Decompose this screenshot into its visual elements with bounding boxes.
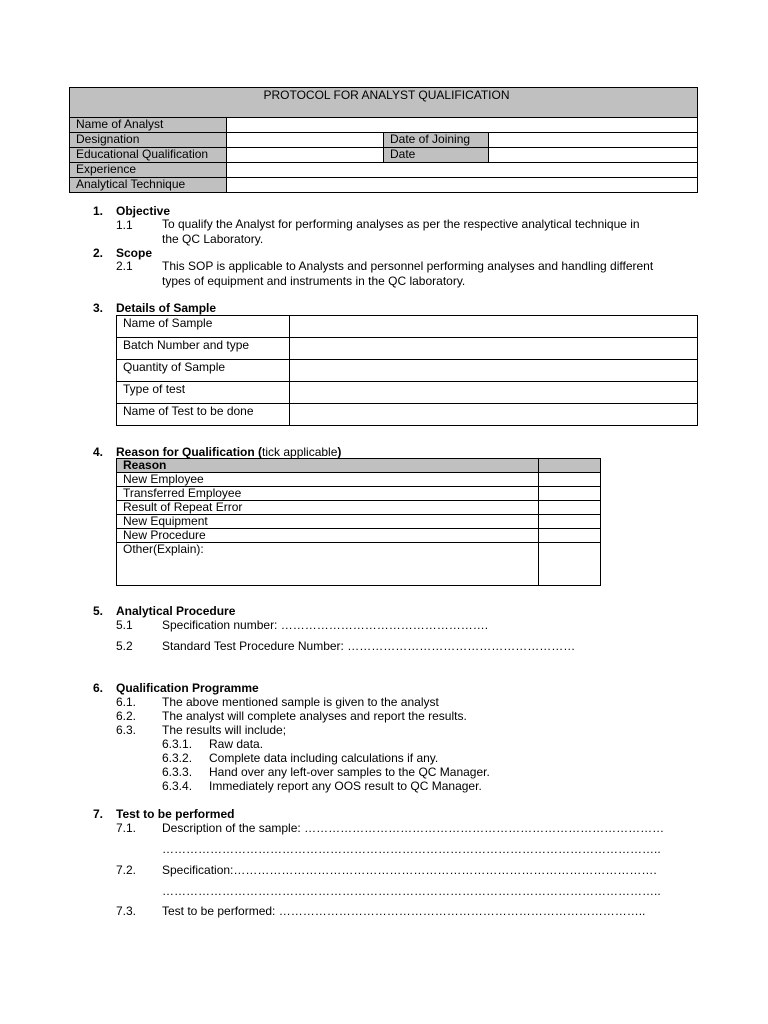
item-2-1-number: 2.1	[116, 259, 133, 273]
section-4-number: 4.	[93, 445, 104, 459]
section-4-title-end: )	[337, 445, 342, 459]
document-title: PROTOCOL FOR ANALYST QUALIFICATION	[70, 88, 698, 118]
educational-qualification-label: Educational Qualification	[70, 148, 227, 163]
item-7-3-number: 7.3.	[116, 904, 137, 918]
table-row	[117, 382, 698, 404]
table-row	[117, 543, 601, 586]
item-6-2-number: 6.2.	[116, 709, 137, 723]
item-6-3-1-text: Raw data.	[209, 737, 264, 751]
item-6-3-4-text: Immediately report any OOS result to QC Manager.	[209, 779, 482, 793]
item-6-3-4-number: 6.3.4.	[162, 779, 193, 793]
date-field[interactable]	[489, 148, 698, 163]
name-of-analyst-label: Name of Analyst	[70, 118, 227, 133]
item-2-1-text-line2: types of equipment and instruments in the QC laboratory.	[162, 274, 466, 288]
reason-label: Result of Repeat Error	[117, 501, 539, 515]
tick-cell[interactable]	[539, 529, 601, 543]
table-row	[117, 487, 601, 501]
section-5-title: Analytical Procedure	[116, 604, 236, 618]
date-label: Date	[384, 148, 489, 163]
section-1-number: 1.	[93, 204, 104, 218]
sample-row-label: Name of Test to be done	[117, 404, 290, 426]
experience-field[interactable]	[227, 163, 698, 178]
section-7-number: 7.	[93, 807, 104, 821]
sample-details-table	[116, 315, 698, 426]
item-7-1-text: Description of the sample: ………………………………………………………………………………	[162, 821, 665, 835]
tick-cell[interactable]	[539, 515, 601, 529]
educational-qualification-field[interactable]	[227, 148, 384, 163]
sample-row-field[interactable]	[290, 338, 698, 360]
item-7-1-continuation: ……………………………………………………………………………………………………………..	[162, 842, 661, 856]
item-7-2-continuation: ……………………………………………………………………………………………………………..	[162, 884, 661, 898]
reason-label: New Employee	[117, 473, 539, 487]
sample-row-field[interactable]	[290, 382, 698, 404]
section-4-title-note: tick applicable	[262, 445, 338, 459]
item-6-3-3-text: Hand over any left-over samples to the QC Manager.	[209, 765, 490, 779]
item-5-2-text: Standard Test Procedure Number: …………………………………………………	[162, 639, 576, 653]
item-6-3-number: 6.3.	[116, 723, 137, 737]
sample-row-label: Batch Number and type	[117, 338, 290, 360]
item-5-1-number: 5.1	[116, 618, 133, 632]
section-5-number: 5.	[93, 604, 104, 618]
date-of-joining-label: Date of Joining	[384, 133, 489, 148]
reason-label: Other(Explain):	[117, 543, 539, 586]
tick-cell[interactable]	[539, 543, 601, 586]
table-row	[117, 404, 698, 426]
reason-label: Transferred Employee	[117, 487, 539, 501]
table-row	[117, 529, 601, 543]
reason-label: New Procedure	[117, 529, 539, 543]
section-3-title: Details of Sample	[116, 301, 217, 315]
table-row	[117, 515, 601, 529]
item-6-2-text: The analyst will complete analyses and report the results.	[162, 709, 467, 723]
section-2-title: Scope	[116, 246, 153, 260]
designation-label: Designation	[70, 133, 227, 148]
section-4-title	[116, 445, 341, 459]
item-1-1-number: 1.1	[116, 218, 133, 232]
item-7-1-number: 7.1.	[116, 821, 137, 835]
table-row	[117, 473, 601, 487]
table-row	[117, 501, 601, 515]
item-6-1-text: The above mentioned sample is given to the analyst	[162, 695, 439, 709]
tick-cell[interactable]	[539, 473, 601, 487]
item-5-2-number: 5.2	[116, 639, 133, 653]
section-7-title: Test to be performed	[116, 807, 235, 821]
section-6-number: 6.	[93, 681, 104, 695]
sample-row-field[interactable]	[290, 404, 698, 426]
sample-row-label: Quantity of Sample	[117, 360, 290, 382]
table-row	[117, 338, 698, 360]
section-2-number: 2.	[93, 246, 104, 260]
table-row	[117, 316, 698, 338]
analytical-technique-label: Analytical Technique	[70, 178, 227, 193]
item-6-3-3-number: 6.3.3.	[162, 765, 193, 779]
sample-row-field[interactable]	[290, 360, 698, 382]
tick-cell[interactable]	[539, 487, 601, 501]
item-2-1-text-line1: This SOP is applicable to Analysts and personnel performing analyses and handling different	[162, 259, 654, 273]
table-header-row	[117, 459, 601, 473]
section-3-number: 3.	[93, 301, 104, 315]
section-1-title: Objective	[116, 204, 171, 218]
item-7-2-text: Specification:…………………………………………………………………………………………….	[162, 863, 657, 877]
analytical-technique-field[interactable]	[227, 178, 698, 193]
item-7-2-number: 7.2.	[116, 863, 137, 877]
sample-row-field[interactable]	[290, 316, 698, 338]
experience-label: Experience	[70, 163, 227, 178]
section-4-title-bold: Reason for Qualification (	[116, 445, 263, 459]
reason-header: Reason	[117, 459, 539, 473]
header-table	[69, 87, 698, 193]
reason-label: New Equipment	[117, 515, 539, 529]
item-1-1-text-line1: To qualify the Analyst for performing analyses as per the respective analytical technique in	[162, 217, 640, 231]
item-5-1-text: Specification number: …………………………………………….	[162, 618, 489, 632]
tick-header	[539, 459, 601, 473]
designation-field[interactable]	[227, 133, 384, 148]
reason-table	[116, 458, 601, 586]
item-1-1-text-line2: the QC Laboratory.	[162, 232, 264, 246]
sample-row-label: Type of test	[117, 382, 290, 404]
item-6-3-1-number: 6.3.1.	[162, 737, 193, 751]
section-6-title: Qualification Programme	[116, 681, 259, 695]
table-row	[117, 360, 698, 382]
sample-row-label: Name of Sample	[117, 316, 290, 338]
date-of-joining-field[interactable]	[489, 133, 698, 148]
item-6-3-text: The results will include;	[162, 723, 287, 737]
name-of-analyst-field[interactable]	[227, 118, 698, 133]
item-7-3-text: Test to be performed: ………………………………………………………………………………..	[162, 904, 646, 918]
item-6-3-2-number: 6.3.2.	[162, 751, 193, 765]
tick-cell[interactable]	[539, 501, 601, 515]
item-6-1-number: 6.1.	[116, 695, 137, 709]
item-6-3-2-text: Complete data including calculations if any.	[209, 751, 439, 765]
